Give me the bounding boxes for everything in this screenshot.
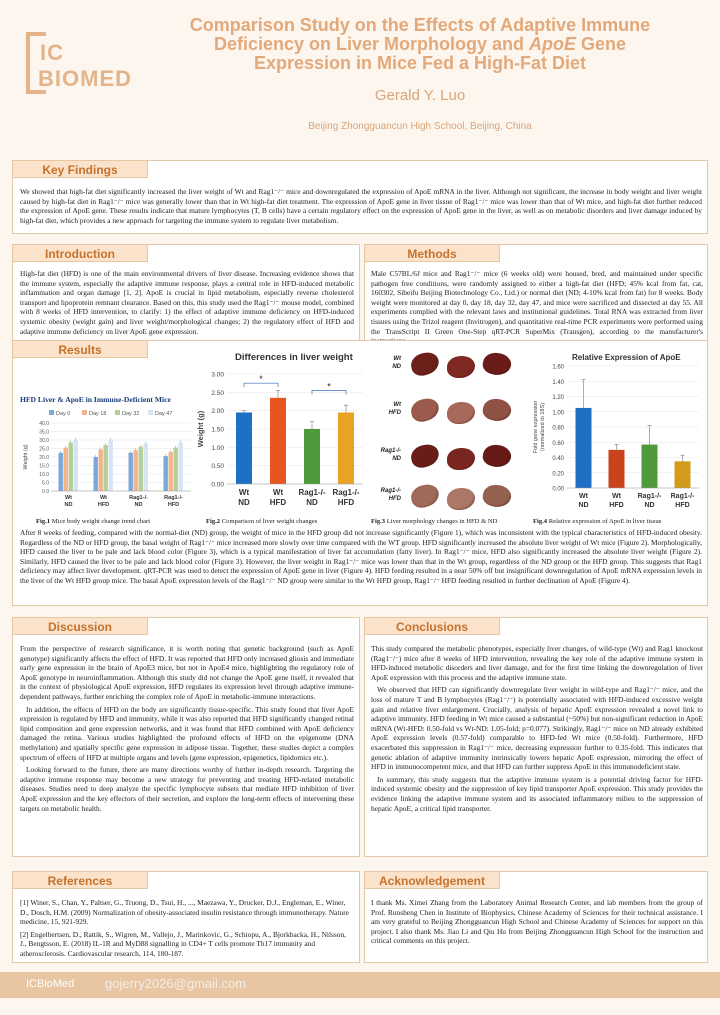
y-tick-label: 25.0 (39, 446, 49, 453)
liver-specimen (481, 482, 513, 509)
results-section (12, 340, 708, 606)
liver-weight-chart (193, 346, 367, 518)
y-tick-label: 40.0 (39, 421, 49, 427)
x-tick-label: ND (238, 498, 250, 507)
liver-specimen (447, 488, 475, 510)
poster-title (140, 16, 700, 73)
poster-footer (0, 972, 720, 998)
x-tick-label: Rag1-/- (670, 493, 695, 500)
legend-label-2: Day 32 (122, 411, 140, 417)
bar (104, 445, 108, 491)
title-line-3: Expression in Mice Fed a High-Fat Diet (253, 53, 587, 73)
y-tick-label: 0.0 (42, 489, 49, 495)
liver-specimen (409, 482, 441, 509)
x-tick-label: Wt (579, 493, 588, 500)
introduction-text: High-fat diet (HFD) is one of the main environmental drivers of liver disease. Increasing evidence shows that the immune system, especially the adaptive immune response, plays a central role in HFD-induced metabolic inflammation and organ damage [1, 2]. ApoE is crucial in lipid metabolism, especially reverse cholesterol transport and lipoprotein remnant clearance. Based on this, this study used the Rag1⁻/⁻ mouse model, combined with 8 weeks of HFD intervention, to clarify: 1) the effect of adaptive immune deficiency on HFD-induced systemic obesity (weight gain) and liver weight/morphological changes; 2) the regulatory effect of HFD and adaptive immune deficiency on liver ApoE gene expression. (20, 269, 354, 336)
fig1-caption: Fig.1 Mice body weight change trend chart (36, 518, 151, 525)
x-tick-label: Rag1-/- (164, 495, 183, 501)
discussion-heading: Discussion (12, 617, 148, 635)
logo-line-1: IC (40, 40, 64, 65)
conclusions-paragraph-3: In summary, this study suggests that the adaptive immune system is a potential driving factor for HFD-induced systemic obesity and the suppression of key lipid transporter ApoE expression. This study provides the evidence linking the adaptive immune system and its associated inflammatory milieu to the suppression of hepatic ApoE, a critical lipid transporter. (371, 774, 703, 813)
y-tick-label: 0.20 (552, 471, 564, 478)
y-tick-label: 0.40 (552, 456, 564, 462)
x-tick-label: ND (64, 502, 73, 508)
bar (69, 443, 73, 491)
x-tick-label: Rag1-/- (332, 488, 360, 497)
liver-specimen (409, 442, 441, 469)
discussion-paragraph-2: In addition, the effects of HFD on the body are significantly tissue-specific. This study found that liver ApoE expression is regulated by HFD and immunity, while it was also reported that HFD significantly changed retinal lipid composition and gene expression networks, and it was found that HFD combined with ApoE deficiency damaged the retina. Various studies highlighted the profound effects of HFD on the epigenome (DNA methylation) and spatially specific gene expression in adipose tissue. Together, these studies depict a complex spectrum of effects of HFD at multiple organs and levels (gene expression, epigenetics, lipidomics etc.). (20, 704, 354, 762)
liver-specimen (481, 442, 513, 469)
legend-swatch-2 (115, 410, 120, 415)
x-tick-label: Wt (99, 495, 108, 501)
y-tick-label: 10.0 (39, 472, 49, 478)
liver-specimen (447, 448, 475, 470)
legend-label-0: Day 0 (56, 411, 71, 417)
discussion-paragraph-3: Looking forward to the future, there are many directions worthy of further in-depth research. Targeting the adaptive immune response may become a new strategy for preventing and treating HFD-related metabolic diseases. Studies need to deep analyze the specific lymphocyte subsets that mediate HFD inhibition of liver ApoE expression and the key effectors of their secretion, and explore the long-term effects of intervening these targets on metabolic health. (20, 765, 354, 813)
y-tick-label: 1.00 (552, 410, 564, 417)
conclusions-paragraph-1: This study compared the metabolic phenotypes, especially liver changes, of wild-type (Wt) and Rag1 knockout (Rag1⁻/⁻) mice after 8 weeks of HFD intervention, revealing the key role of the adaptive immune system in HFD-induced metabolic disorders and liver damage, and for the first time linking the downregulation of liver ApoE expression with this process and the adaptive immune state. (371, 644, 703, 682)
body-weight-chart (21, 407, 196, 517)
acknowledgement-heading: Acknowledgement (364, 871, 500, 889)
x-tick-label: Rag1-/- (129, 495, 148, 501)
x-tick-label: Rag1-/- (298, 488, 326, 497)
y-tick-label: 2.50 (211, 389, 224, 397)
x-tick-label: HFD (675, 502, 690, 509)
photo-row-label: Rag1-/- ND (380, 448, 401, 462)
x-tick-label: ND (644, 502, 655, 509)
conclusions-paragraph-2: We observed that HFD can significantly downregulate liver weight in wild-type and Rag1⁻/⁻ mice, and the loss of mature T and B lymphocytes (Rag1⁻/⁻) is potentially associated with HFD-induced excessive weight gain and relative liver enlargement. Crucially, analysis of hepatic ApoE expression revealed a novel link to adaptive immunity. HFD feeding in Wt mice caused a substantial (~50%) but non-significant reduction in ApoE mRNA (Wt-HFD: 0.50-fold vs Wt-ND: 1.05-fold; p=0.077). Strikingly, Rag1⁻/⁻ mice on ND already exhibited ApoE expression levels (0.57-fold) comparable to HFD-fed Wt mice (0.50-fold). Furthermore, HFD exacerbated this suppression in Rag1⁻/⁻ mice, decreasing expression further to 0.35-fold. This indicates that genetic ablation of adaptive immunity intrinsically lowers hepatic ApoE expression, mirroring the effect of HFD in immunocompetent mice, and that HFD can further suppress ApoE in this immunodeficient state. (371, 685, 703, 772)
title-line-1: Comparison Study on the Effects of Adaptive Immune (189, 15, 651, 35)
x-tick-label: Rag1-/- (637, 493, 662, 500)
y-axis-label: Fold gene expression (533, 400, 539, 454)
footer-brand: ICBioMed (26, 978, 75, 990)
references-text (20, 898, 354, 962)
y-tick-label: 5.0 (42, 480, 49, 487)
liver-specimen (481, 396, 513, 423)
legend-label-3: Day 47 (155, 411, 173, 417)
bar (338, 413, 354, 485)
x-tick-label: Wt (64, 495, 73, 501)
photo-row-label: Wt ND (392, 356, 401, 370)
references-heading: References (12, 871, 148, 889)
chart-title: Differences in liver weight (235, 352, 353, 363)
y-tick-label: 1.50 (211, 426, 224, 434)
y-tick-label: 1.60 (552, 364, 564, 371)
legend-swatch-0 (49, 410, 54, 415)
liver-specimen (447, 356, 475, 378)
y-tick-label: 0.50 (211, 463, 224, 471)
y-tick-label: 3.00 (211, 371, 224, 379)
x-tick-label: HFD (337, 498, 355, 507)
bar (174, 448, 178, 491)
liver-specimen (447, 402, 475, 424)
y-tick-label: 30.0 (39, 438, 49, 444)
apoe-expression-chart (527, 346, 703, 518)
fig3-caption: Fig.3 Liver morphology changes in HFD & ND (371, 518, 498, 525)
x-tick-label: HFD (609, 502, 624, 509)
acknowledgement-section (364, 871, 708, 963)
bar (304, 429, 320, 484)
bar (144, 443, 148, 491)
bar (59, 453, 63, 491)
y-tick-label: 20.0 (39, 455, 49, 461)
y-tick-label: 1.00 (211, 444, 224, 452)
bar (129, 453, 133, 491)
legend-swatch-1 (82, 410, 87, 415)
methods-text: Male C57BL/6J mice and Rag1⁻/⁻ mice (6 weeks old) were housed, bred, and maintained under specific pathogen free conditions, were randomly assigned to either a high-fat diet (HFD; 45% kcal from fat, cat, 160302, Sibeifu Beijing Biotechnology Co., Ltd.) or normal diet (ND; 4-10% kcal from fat) for 8 weeks. Body weight were monitored at day 0, day 18, day 32, day 47, and mice were sacrificed and dissected at day 55. All experiments complied with the relevant laws and institutional guidelines. Total RNA was extracted from liver tissues using the Trizol reagent (Invitrogen), and quantitative real-time PCR experiments were performed using the TransScript II Green One-Step qRT-PCR SuperMix (Transgen), according to the manufacturer's (371, 269, 703, 336)
bar (609, 450, 625, 488)
x-tick-label: HFD (269, 498, 287, 507)
discussion-paragraph-1: From the perspective of research significance, it is worth noting that genetic background (such as ApoE genotype) significantly affects the effect of HFD. It was reported that HFD only increased gliosis and immediate early gene expression in the brain of ApoE3 mice, but not in ApoE4 mice, highlighting the regulatory role of ApoE genotype in neuroinflammation. Although this study did not change the ApoE gene itself, it revealed that in the context of physiological ApoE expression, HFD regulates its expression level through adaptive immune-dependent pathways, further enriching the complex role of ApoE in metabolic-immune interactions. (20, 644, 354, 701)
fig2-caption: Fig.2 Comparison of liver weight changes (206, 518, 318, 525)
y-tick-label: 35.0 (39, 429, 49, 436)
y-tick-label: 0.60 (552, 440, 564, 447)
y-tick-label: 0.00 (552, 486, 564, 493)
introduction-heading: Introduction (12, 244, 148, 262)
bar (576, 408, 592, 488)
conclusions-heading: Conclusions (364, 617, 500, 635)
x-tick-label: ND (134, 502, 143, 508)
bar (64, 448, 68, 491)
reference-2: [2] Engelbertsen, D., Rattik, S., Wigren, M., Vallejo, J., Marinkovic, G., Schiopu, A., Bjorkbacka, H., Nilsson, J., Bengtsson, E. (2018) IL-1R and MyD88 signalling in CD4+ T cells promote Th17 immunity and atherosclerosis. Cardiovascular research, 114, 180-187. (20, 929, 347, 958)
references-section (12, 871, 360, 963)
bar (675, 461, 691, 488)
key-findings-text: We showed that high-fat diet significantly increased the liver weight of Wt and Rag1⁻/⁻ mice and downregulated the expression of ApoE mRNA in the liver. Although not significant, the increase in body weight and liver weight caused by high-fat diet in Rag1⁻/⁻ mice was generally lower than that in Wt high-fat diet treatment. The expression of ApoE gene in liver tissue of Rag1⁻/⁻ mice was lower than that of Wt mice, and high-fat diet further reduced the expression of ApoE gene. These results indicate that mature lymphocytes (T, B cells) have a certain regulatory effect on the expression of ApoE gene in the liver, as well as on metabolic disorders and liver damage induced by high-fat diet, which provides a new approach for targeting the immune system to regulate liver metabolism. (20, 187, 702, 225)
x-tick-label: HFD (97, 502, 110, 508)
x-tick-label: ND (578, 502, 589, 509)
footer-email: gojerry2026@gmail.com (105, 976, 247, 991)
y-tick-label: 1.40 (552, 379, 564, 386)
conclusions-section (364, 617, 708, 857)
bar (99, 449, 103, 491)
icbiomed-logo (26, 30, 132, 100)
key-findings-heading: Key Findings (12, 160, 148, 178)
bar (134, 450, 138, 491)
y-tick-label: 15.0 (39, 463, 49, 470)
photo-row-label: Rag1-/- HFD (380, 488, 401, 502)
y-tick-label: 0.00 (211, 481, 224, 489)
significance-star: * (259, 374, 263, 385)
x-tick-label: ND (306, 498, 318, 507)
y-axis-label: Weight (g) (23, 444, 29, 470)
y-axis-label: (normalized to 18S) (540, 403, 546, 451)
y-axis-label: Weight (g) (196, 410, 205, 448)
author-affiliation: Beijing Zhongguancun High School, Beijing, China (308, 121, 532, 132)
bar (74, 440, 78, 491)
x-tick-label: HFD (167, 502, 180, 508)
results-heading: Results (12, 340, 148, 358)
bar (109, 440, 113, 491)
x-tick-label: Wt (612, 493, 621, 500)
liver-specimen (409, 396, 441, 423)
acknowledgement-text: I thank Ms. Ximei Zhang from the Laboratory Animal Research Center, and lab members from the group of Prof. Runsheng Chen in Institute of Biophysics, Chinese Academy of Sciences for their technical assistance. I am very grateful to Beijing Zhongguancun High School and Chinese Academy of Sciences for support on this project. I also thank Ms. Jiao Li and Qiu Hu from Beijing Zhongguancun High School for the instruction and critical comments on this project. (371, 898, 703, 946)
y-tick-label: 0.80 (552, 425, 564, 432)
methods-heading: Methods (364, 244, 500, 262)
x-tick-label: Wt (238, 488, 250, 497)
liver-specimen (481, 350, 513, 377)
chart-title: Relative Expression of ApoE (572, 353, 681, 362)
legend-label-1: Day 18 (89, 411, 107, 417)
logo-line-2: BIOMED (38, 66, 132, 91)
discussion-text (20, 644, 354, 816)
bar (164, 456, 168, 491)
legend-swatch-3 (148, 410, 153, 415)
results-text: After 8 weeks of feeding, compared with the normal-diet (ND) group, the weight of mice in the HFD group did not increase significantly (Figure 1), which was inconsistent with the typical characteristics of HFD-induced obesity. Regardless of the ND or HFD group, the basal weight of Rag1⁻/⁻ mice increased more slowly over time compared with the WT group. HFD significantly increased the absolute liver weight of Wt mice (Figure 2). Morphologically, HFD caused the liver to be pale and lack blood color (Figure 3), which is a typical manifestation of liver fat accumulation (fatty liver). In Rag1⁻/⁻ mice, HFD also significantly increased the absolute liver weight (Figure 2). Similarly, HFD caused the liver to be pale and lack blood color (Figure 3). However, the liver weight in Rag1⁻/⁻ mice was lower than that in the Wt group, regardless of the ND group or the HFD group. This suggests that Rag1 deficiency may affect liver development. qRT-PCR was used to detect the expression of ApoE gene in liver (Figure 4). HFD feeding resulted in a near 50% off but insignificant downregulation of ApoE mRNA expression levels in the liver of the Wt HFD group mice. The basal ApoE expression levels of the Rag1⁻/⁻ ND group were similar to the Wt HFD group, Rag1⁻/⁻ HFD feeding resulted in further declination of ApoE (Figure 4). (20, 528, 702, 585)
y-tick-label: 2.00 (211, 408, 224, 416)
bar (179, 443, 183, 491)
bar (642, 445, 658, 488)
liver-specimen (409, 350, 441, 377)
bar (236, 413, 252, 485)
bar (139, 447, 143, 491)
fig4-caption: Fig.4 Relative expression of ApoE in liver tissue (533, 518, 662, 525)
discussion-section (12, 617, 360, 857)
bar (169, 452, 173, 491)
author-name: Gerald Y. Luo (374, 87, 466, 104)
x-tick-label: Wt (272, 488, 284, 497)
liver-photo-panel (371, 347, 523, 517)
conclusions-text (371, 644, 703, 816)
significance-star: * (327, 381, 331, 392)
reference-1: [1] Winer, S., Chan, Y., Paltser, G., Truong, D., Tsui, H., ..., Maezawa, Y., Drucker, D.J., Engleman, E., Winer, D., Dosch, H.M. (2009) Normalization of obesity-associated insulin resistance through immunotherapy. Nature medicine, 15, 921-929. (20, 898, 349, 927)
title-line-2: Deficiency on Liver Morphology and ApoE Gene (213, 34, 627, 54)
y-tick-label: 1.20 (552, 395, 564, 401)
photo-row-label: Wt HFD (388, 402, 401, 416)
fig1-title: HFD Liver & ApoE in Immune-Deficient Mice (20, 395, 171, 404)
bar (94, 457, 98, 491)
bar (270, 398, 286, 484)
key-findings-section (12, 160, 708, 234)
